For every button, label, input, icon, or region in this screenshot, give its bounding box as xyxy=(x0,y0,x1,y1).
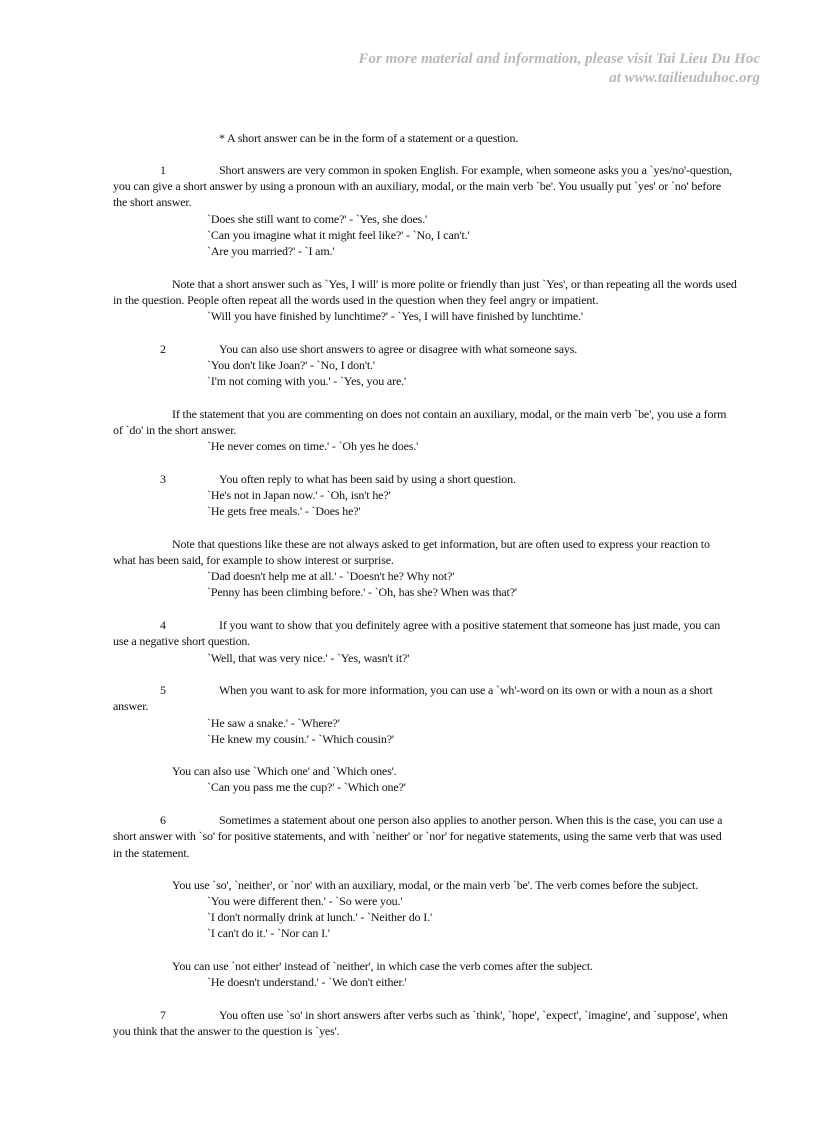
example-line: `He's not in Japan now.' - `Oh, isn't he?' xyxy=(207,488,391,502)
example-line: `I'm not coming with you.' - `Yes, you are.' xyxy=(207,374,406,388)
example-line: `Dad doesn't help me at all.' - `Doesn't he? Why not?' xyxy=(207,569,455,583)
example-line: `You don't like Joan?' - `No, I don't.' xyxy=(207,358,375,372)
example-line: `Well, that was very nice.' - `Yes, wasn't it?' xyxy=(207,651,410,665)
paragraph-line: If the statement that you are commenting on does not contain an auxiliary, modal, or the main verb `be', you use a form xyxy=(172,407,727,421)
paragraph-line: You can also use short answers to agree or disagree with what someone says. xyxy=(219,342,578,356)
example-line: `I can't do it.' - `Nor can I.' xyxy=(207,926,330,940)
paragraph-line: in the statement. xyxy=(113,846,190,860)
paragraph-line: you can give a short answer by using a pronoun with an auxiliary, modal, or the main verb `be'. You usually put `yes' or `no' before xyxy=(113,179,722,193)
paragraph-line: answer. xyxy=(113,699,149,713)
section-number: 7 xyxy=(160,1008,166,1022)
paragraph-line: When you want to ask for more information, you can use a `wh'-word on its own or with a noun as a short xyxy=(219,683,713,697)
paragraph-line: in the question. People often repeat all the words used in the question when they feel angry or impatient. xyxy=(113,293,599,307)
example-line: `He doesn't understand.' - `We don't either.' xyxy=(207,975,407,989)
intro-note: * A short answer can be in the form of a statement or a question. xyxy=(219,131,519,145)
paragraph-line: You often use `so' in short answers after verbs such as `think', `hope', `expect', `imagine', and `suppose', when xyxy=(219,1008,728,1022)
paragraph-line: Note that a short answer such as `Yes, I will' is more polite or friendly than just `Yes', or than repeating all the words used xyxy=(172,277,737,291)
example-line: `Can you imagine what it might feel like?' - `No, I can't.' xyxy=(207,228,470,242)
section-number: 4 xyxy=(160,618,166,632)
paragraph-line: You often reply to what has been said by using a short question. xyxy=(219,472,516,486)
example-line: `He never comes on time.' - `Oh yes he does.' xyxy=(207,439,419,453)
paragraph-line: what has been said, for example to show interest or surprise. xyxy=(113,553,394,567)
paragraph-line: You can also use `Which one' and `Which ones'. xyxy=(172,764,397,778)
example-line: `He gets free meals.' - `Does he?' xyxy=(207,504,361,518)
example-line: `You were different then.' - `So were you.' xyxy=(207,894,403,908)
paragraph-line: you think that the answer to the question is `yes'. xyxy=(113,1024,340,1038)
watermark-line-1: For more material and information, please visit Tai Lieu Du Hoc xyxy=(358,51,760,67)
paragraph-line: You use `so', `neither', or `nor' with an auxiliary, modal, or the main verb `be'. The verb comes before the subject. xyxy=(172,878,699,892)
section-number: 1 xyxy=(160,163,166,177)
example-line: `Are you married?' - `I am.' xyxy=(207,244,335,258)
example-line: `He saw a snake.' - `Where?' xyxy=(207,716,340,730)
paragraph-line: the short answer. xyxy=(113,195,192,209)
paragraph-line: short answer with `so' for positive statements, and with `neither' or `nor' for negative statements, using the same verb that was used xyxy=(113,829,722,843)
paragraph-line: use a negative short question. xyxy=(113,634,251,648)
paragraph-line: Note that questions like these are not always asked to get information, but are often used to express your reaction to xyxy=(172,537,710,551)
paragraph-line: Sometimes a statement about one person also applies to another person. When this is the case, you can use a xyxy=(219,813,723,827)
paragraph-line: of `do' in the short answer. xyxy=(113,423,237,437)
section-number: 2 xyxy=(160,342,166,356)
watermark-header xyxy=(358,50,760,88)
paragraph-line: If you want to show that you definitely agree with a positive statement that someone has just made, you can xyxy=(219,618,721,632)
section-number: 6 xyxy=(160,813,166,827)
watermark-line-2: at www.tailieuduhoc.org xyxy=(609,70,760,86)
paragraph-line: Short answers are very common in spoken English. For example, when someone asks you a `yes/no'-question, xyxy=(219,163,733,177)
example-line: `Will you have finished by lunchtime?' - `Yes, I will have finished by lunchtime.' xyxy=(207,309,583,323)
example-line: `Penny has been climbing before.' - `Oh, has she? When was that?' xyxy=(207,585,517,599)
example-line: `I don't normally drink at lunch.' - `Neither do I.' xyxy=(207,910,432,924)
example-line: `Does she still want to come?' - `Yes, she does.' xyxy=(207,212,428,226)
example-line: `He knew my cousin.' - `Which cousin?' xyxy=(207,732,394,746)
section-number: 5 xyxy=(160,683,166,697)
example-line: `Can you pass me the cup?' - `Which one?' xyxy=(207,780,406,794)
paragraph-line: You can use `not either' instead of `neither', in which case the verb comes after the subject. xyxy=(172,959,593,973)
section-number: 3 xyxy=(160,472,166,486)
